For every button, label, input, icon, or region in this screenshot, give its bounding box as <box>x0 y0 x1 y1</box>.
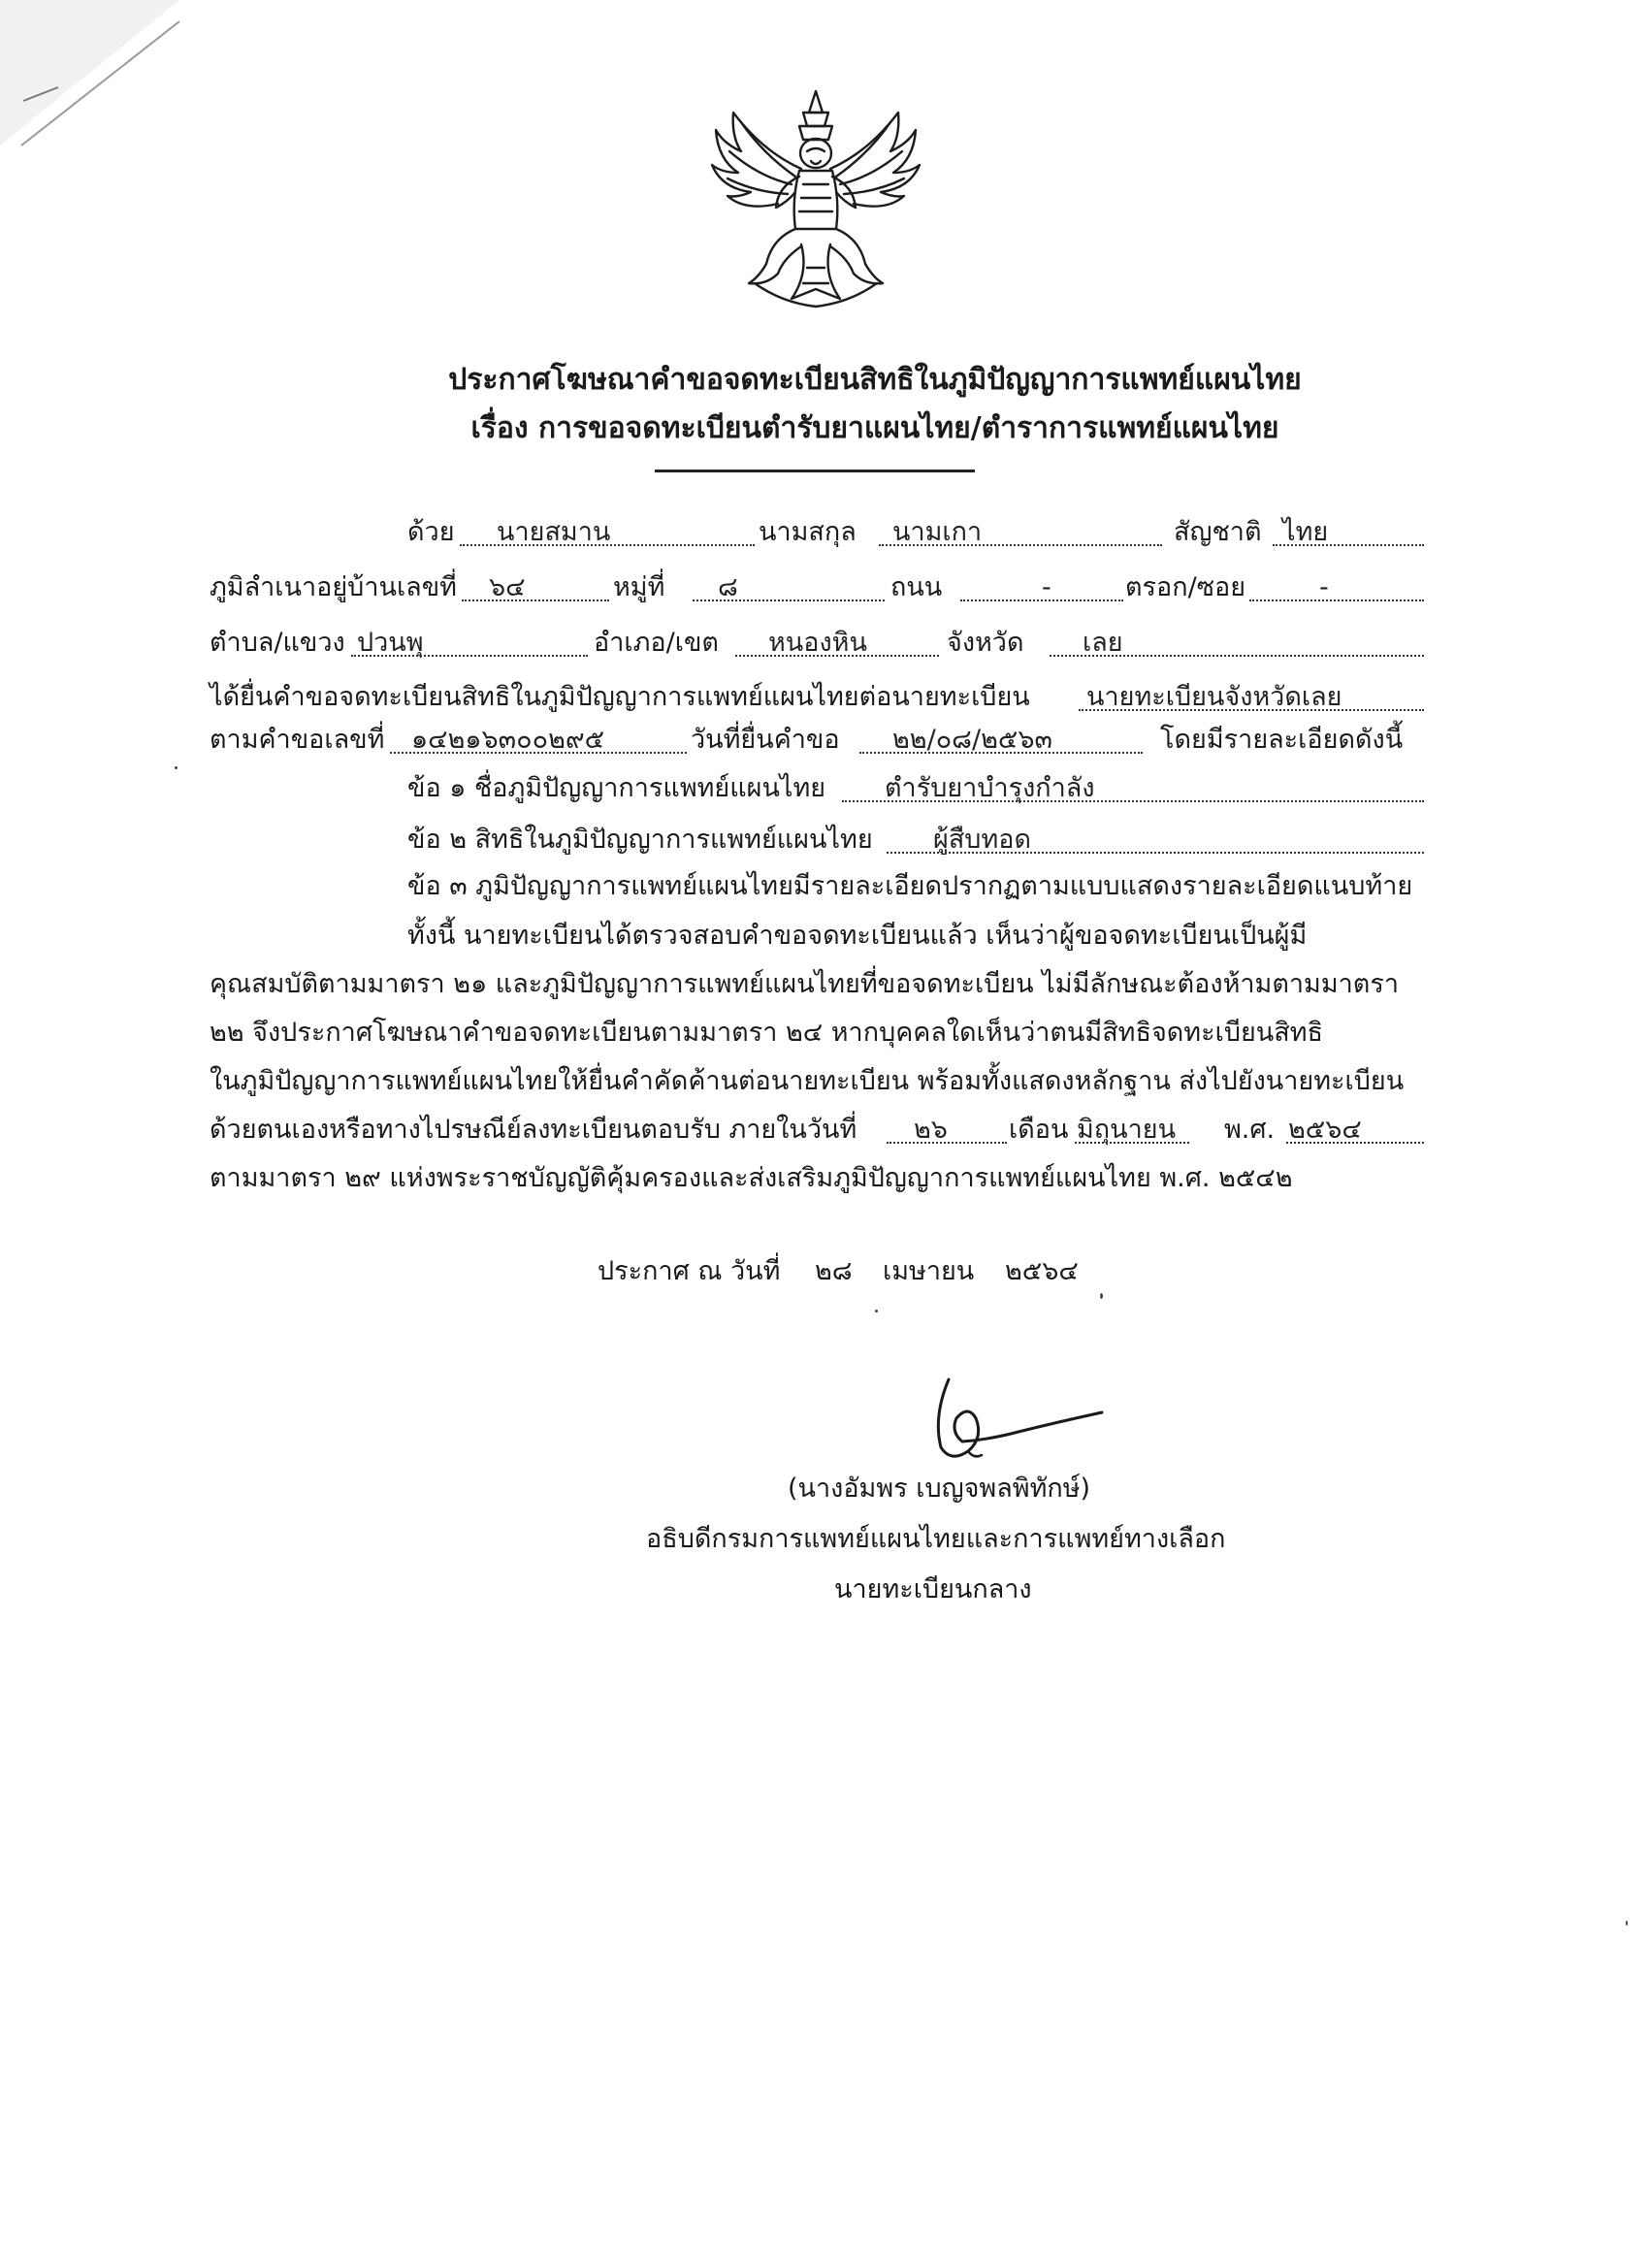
item3-label: ข้อ ๓ ภูมิปัญญาการแพทย์แผนไทยมีรายละเอียดปรากฏตามแบบแสดงรายละเอียดแนบท้าย <box>407 871 1413 901</box>
label-details: โดยมีรายละเอียดดังนี้ <box>1160 725 1404 755</box>
label-moo: หมู่ที่ <box>613 572 665 602</box>
label-surname: นามสกุล <box>759 517 857 547</box>
scan-speck <box>1626 1921 1628 1926</box>
field-moo: ๘ <box>693 567 885 608</box>
title-underline <box>655 470 975 472</box>
body-line-4: ในภูมิปัญญาการแพทย์แผนไทยให้ยื่นคำคัดค้านต่อนายทะเบียน พร้อมทั้งแสดงหลักฐาน ส่งไปยังนายทะเบียน <box>210 1066 1405 1096</box>
field-road: - <box>960 567 1123 608</box>
signatory-role: นายทะเบียนกลาง <box>834 1574 1032 1604</box>
label-announced-on: ประกาศ ณ วันที่ <box>598 1256 781 1286</box>
scan-speck <box>1100 1293 1103 1299</box>
announcement-year: ๒๕๖๔ <box>1005 1256 1079 1286</box>
body-deadline-text: ด้วยตนเองหรือทางไปรษณีย์ลงทะเบียนตอบรับ ภายในวันที่ <box>210 1115 857 1145</box>
field-deadline-year: ๒๕๖๔ <box>1286 1110 1424 1150</box>
item2-label: ข้อ ๒ สิทธิในภูมิปัญญาการแพทย์แผนไทย <box>407 825 873 855</box>
field-tambon: ปวนพุ <box>351 623 588 664</box>
label-filed-date: วันที่ยื่นคำขอ <box>691 725 840 755</box>
label-filed-to: ได้ยื่นคำขอจดทะเบียนสิทธิในภูมิปัญญาการแพทย์แผนไทยต่อนายทะเบียน <box>210 682 1030 712</box>
field-request-no: ๑๔๒๑๖๓๐๐๒๙๕ <box>390 720 687 761</box>
document-title: ประกาศโฆษณาคำขอจดทะเบียนสิทธิในภูมิปัญญาการแพทย์แผนไทย <box>448 363 1302 397</box>
field-filed-date: ๒๒/๐๘/๒๕๖๓ <box>859 720 1143 761</box>
form-line-address <box>0 567 1649 608</box>
form-item-2 <box>0 820 1649 860</box>
body-line-2: คุณสมบัติตามมาตรา ๒๑ และภูมิปัญญาการแพทย์แผนไทยที่ขอจดทะเบียน ไม่มีลักษณะต้องห้ามตามมาตรา <box>210 969 1399 999</box>
body-line-6: ตามมาตรา ๒๙ แห่งพระราชบัญญัติคุ้มครองและส่งเสริมภูมิปัญญาการแพทย์แผนไทย พ.ศ. ๒๕๔๒ <box>210 1163 1293 1193</box>
field-soi: - <box>1249 567 1424 608</box>
label-by: ด้วย <box>407 517 455 547</box>
field-surname: นามเกา <box>879 512 1162 553</box>
signatory-position: อธิบดีกรมการแพทย์แผนไทยและการแพทย์ทางเลือก <box>646 1524 1226 1554</box>
announcement-date <box>0 1251 1649 1292</box>
document-subject: เรื่อง การขอจดทะเบียนตำรับยาแผนไทย/ตำราการแพทย์แผนไทย <box>470 411 1279 445</box>
field-nationality: ไทย <box>1273 512 1424 553</box>
field-first-name: นายสมาน <box>460 512 755 553</box>
label-road: ถนน <box>890 572 943 602</box>
label-nationality: สัญชาติ <box>1174 517 1262 547</box>
announcement-month: เมษายน <box>883 1256 975 1286</box>
form-line-location <box>0 623 1649 664</box>
label-amphoe: อำเภอ/เขต <box>594 628 719 658</box>
body-line-3: ๒๒ จึงประกาศโฆษณาคำขอจดทะเบียนตามมาตรา ๒๔ หากบุคคลใดเห็นว่าตนมีสิทธิจดทะเบียนสิทธิ <box>210 1018 1324 1048</box>
label-request-no: ตามคำขอเลขที่ <box>210 725 385 755</box>
form-item-1 <box>0 768 1649 809</box>
field-deadline-day: ๒๖ <box>887 1110 1007 1150</box>
garuda-emblem-icon <box>695 83 937 316</box>
label-month: เดือน <box>1009 1115 1069 1145</box>
form-item-3 <box>0 866 1649 907</box>
signatory-name: (นางอัมพร เบญจพลพิทักษ์) <box>788 1474 1091 1504</box>
field-amphoe: หนองหิน <box>735 623 939 664</box>
field-province: เลย <box>1050 623 1424 664</box>
scan-speck <box>175 766 178 769</box>
scan-corner-fold <box>0 0 213 165</box>
handwritten-signature <box>912 1358 1145 1474</box>
body-line-5 <box>0 1110 1649 1150</box>
scan-speck <box>875 1310 878 1312</box>
field-wisdom-name: ตำรับยาบำรุงกำลัง <box>842 768 1424 809</box>
label-province: จังหวัด <box>947 628 1024 658</box>
form-line-request <box>0 720 1649 761</box>
form-line-applicant <box>0 512 1649 553</box>
field-deadline-month: มิถุนายน <box>1075 1110 1189 1150</box>
item1-label: ข้อ ๑ ชื่อภูมิปัญญาการแพทย์แผนไทย <box>407 773 826 803</box>
label-soi: ตรอก/ซอย <box>1125 572 1246 602</box>
field-right-type: ผู้สืบทอด <box>887 820 1424 860</box>
body-line-1: ทั้งนี้ นายทะเบียนได้ตรวจสอบคำขอจดทะเบียนแล้ว เห็นว่าผู้ขอจดทะเบียนเป็นผู้มี <box>407 921 1308 951</box>
form-line-registrar <box>0 677 1649 718</box>
label-tambon: ตำบล/แขวง <box>210 628 345 658</box>
announcement-day: ๒๘ <box>815 1256 853 1286</box>
field-registrar: นายทะเบียนจังหวัดเลย <box>1079 677 1424 718</box>
field-house-no: ๖๔ <box>462 567 609 608</box>
label-be: พ.ศ. <box>1224 1115 1276 1145</box>
label-house-no: ภูมิลำเนาอยู่บ้านเลขที่ <box>210 572 457 602</box>
